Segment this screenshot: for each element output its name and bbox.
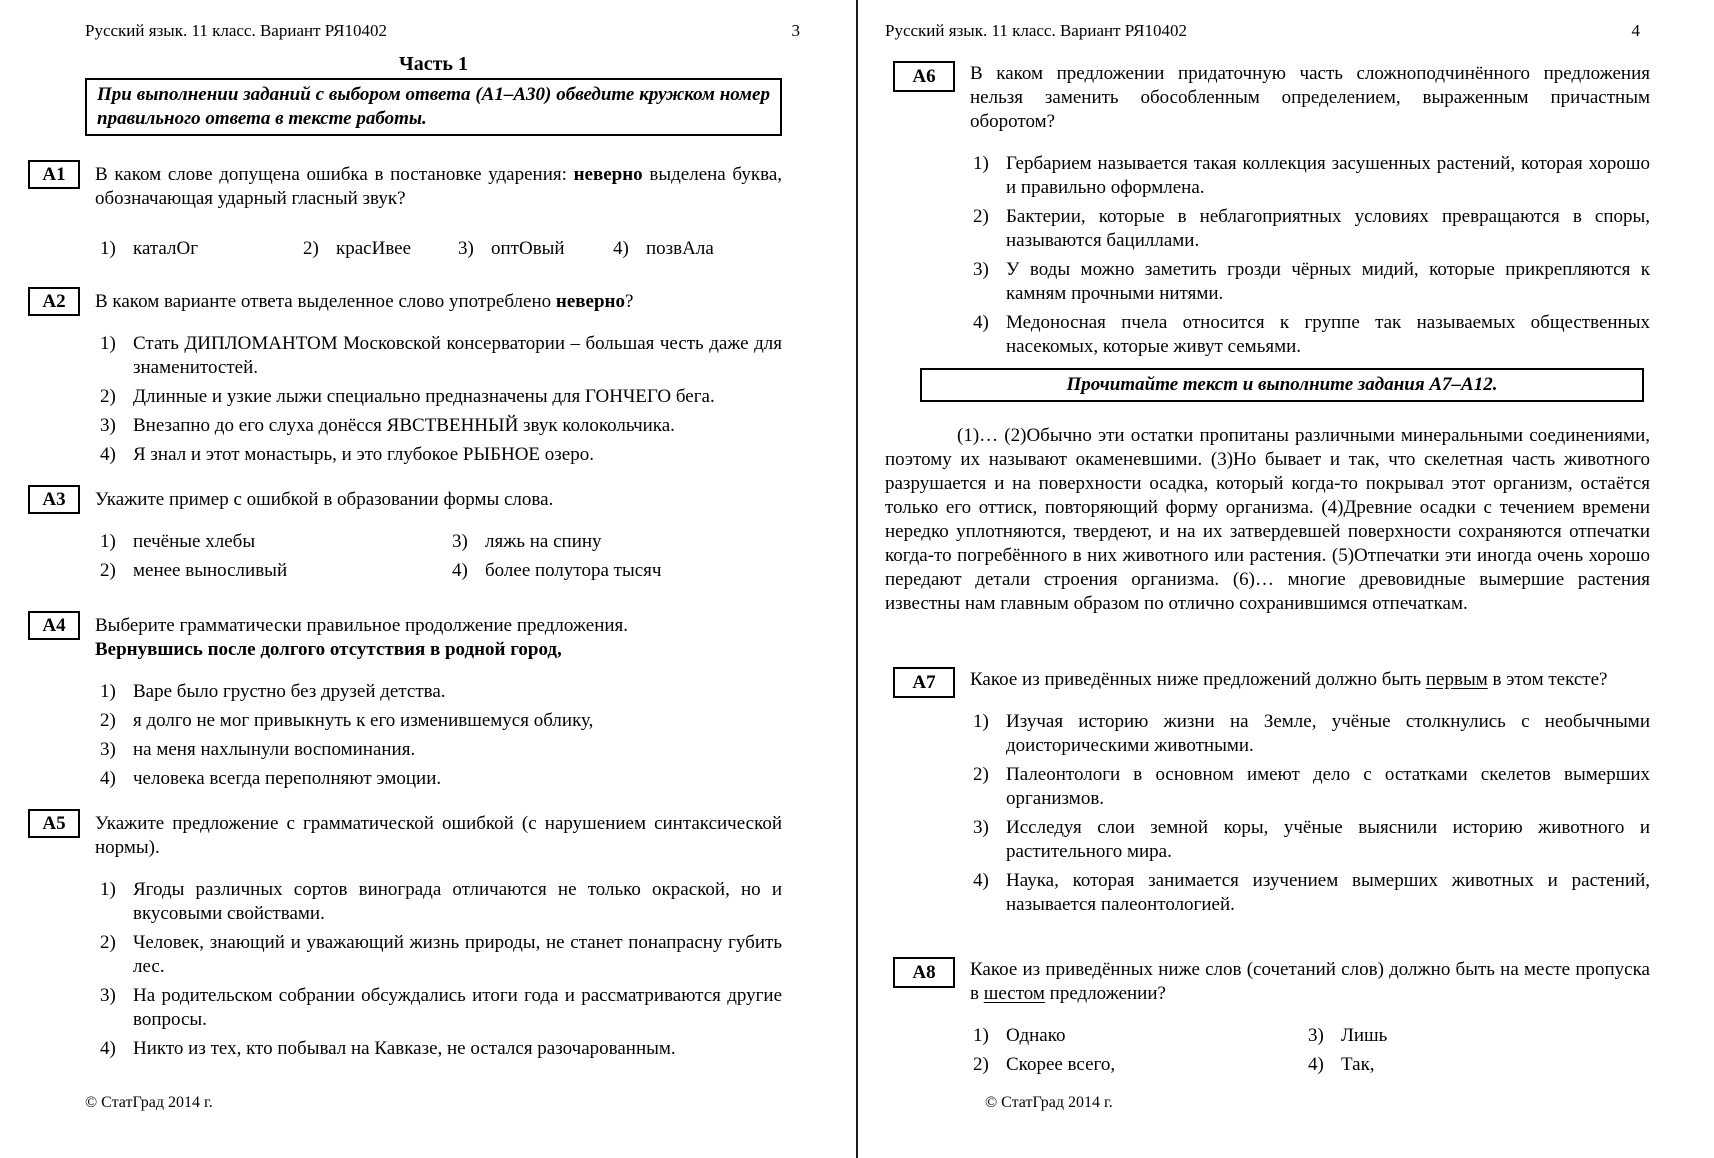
option-number: 1) [973,1025,989,1046]
option-number: 3) [458,238,474,259]
option-text: Стать ДИПЛОМАНТОМ Московской консерватории – большая честь даже для знаменитостей. [133,333,782,378]
option-number: 1) [973,711,989,732]
copyright-text: © СтатГрад 2014 г. [985,1094,1113,1111]
option-text: Никто из тех, кто побывал на Кавказе, не остался разочарованным. [133,1038,676,1059]
option-text: Медоносная пчела относится к группе так называемых общественных насекомых, которые живут семьями. [1006,312,1650,357]
option-number: 2) [973,206,989,227]
option-text: Варе было грустно без друзей детства. [133,681,446,702]
option-item [973,869,1650,917]
instruction-box: При выполнении заданий с выбором ответа (А1–А30) обведите кружком номер правильного ответа в тексте работы. [85,78,782,136]
question-a7-options [970,710,1650,917]
option-item [973,710,1650,758]
option-number: 4) [100,1038,116,1059]
option-number: 1) [100,879,116,900]
option-text: Скорее всего, [1006,1054,1116,1075]
question-a8 [912,958,1650,1077]
option-item [973,1053,1308,1077]
option-item [973,152,1650,200]
bold-word: неверно [573,164,643,185]
option-number: 1) [100,333,116,354]
option-text: Однако [1006,1025,1066,1046]
question-a6 [912,62,1650,364]
question-text-segment: В каком слове допущена ошибка в постановке ударения: [95,164,574,185]
option-item [1308,1024,1650,1048]
underlined-word: первым [1425,669,1488,690]
option-number: 4) [100,444,116,465]
option-text: оптОвый [491,238,565,259]
option-number: 3) [100,415,116,436]
option-item [973,258,1650,306]
copyright-text: © СтатГрад 2014 г. [85,1094,213,1111]
option-number: 1) [973,153,989,174]
underlined-word: шестом [983,983,1045,1004]
question-a4-stem: Вернувшись после долгого отсутствия в родной город, [95,639,562,660]
option-number: 1) [100,531,116,552]
bold-word: неверно [555,291,625,312]
option-number: 3) [1308,1025,1324,1046]
option-number: 1) [100,238,116,259]
question-a6-label: А6 [893,61,955,92]
option-text: печёные хлебы [133,531,256,552]
question-text-segment: ? [624,291,634,312]
document-title: Русский язык. 11 класс. Вариант РЯ10402 [885,21,1187,40]
option-text: на меня нахлынули воспоминания. [133,739,416,760]
option-text: На родительском собрании обсуждались итоги года и рассматриваются другие вопросы. [133,985,782,1030]
part-title: Часть 1 [399,53,468,75]
question-a6-options [970,152,1650,359]
option-number: 4) [613,238,629,259]
question-text-segment: предложении? [1044,983,1166,1004]
question-a7 [912,668,1650,922]
option-text: У воды можно заметить грозди чёрных мидий, которые прикрепляются к камням прочными нитями. [1006,259,1650,304]
option-number: 4) [973,312,989,333]
option-text: Изучая историю жизни на Земле, учёные столкнулись с необычными доисторическими животными. [1006,711,1650,756]
question-a1-label: А1 [28,160,80,189]
question-text-segment: в этом тексте? [1487,669,1608,690]
option-number: 2) [100,386,116,407]
option-number: 4) [1308,1054,1324,1075]
option-text: Человек, знающий и уважающий жизнь природы, не станет понапрасну губить лес. [133,932,782,977]
option-number: 4) [100,768,116,789]
option-number: 1) [100,681,116,702]
option-number: 4) [973,870,989,891]
option-item [973,763,1650,811]
page-number: 3 [791,21,800,40]
question-a8-label: А8 [893,957,955,988]
option-item [1308,1053,1650,1077]
option-number: 3) [452,531,468,552]
option-text: Исследуя слои земной коры, учёные выяснили историю животного и растительного мира. [1006,817,1650,862]
option-number: 2) [973,1054,989,1075]
option-text: Палеонтологи в основном имеют дело с остатками скелетов вымерших организмов. [1006,764,1650,809]
question-a6-text: В каком предложении придаточную часть сложноподчинённого предложения нельзя заменить обособленным определением, выраженным причастным оборотом? [970,63,1650,132]
option-text: Лишь [1341,1025,1388,1046]
option-text: человека всегда переполняют эмоции. [133,768,442,789]
question-text-segment: В каком варианте ответа выделенное слово употреблено [95,291,556,312]
option-number: 2) [973,764,989,785]
page-header [885,20,1640,42]
question-a3-label: А3 [28,485,80,514]
option-text: Длинные и узкие лыжи специально предназначены для ГОНЧЕГО бега. [133,386,715,407]
option-number: 3) [100,739,116,760]
question-a5-text: Укажите предложение с грамматической ошибкой (с нарушением синтаксической нормы). [95,813,782,858]
question-a3-text: Укажите пример с ошибкой в образовании формы слова. [95,489,554,510]
question-text-segment: выделена буква, обозначающая ударный гласный звук? [95,164,782,209]
option-item [973,311,1650,359]
option-text: Так, [1341,1054,1375,1075]
option-text: Я знал и этот монастырь, и это глубокое РЫБНОЕ озеро. [133,444,594,465]
option-text: Внезапно до его слуха донёсся ЯВСТВЕННЫЙ звук колокольчика. [133,415,675,436]
option-number: 2) [100,560,116,581]
option-text: красИвее [336,238,412,259]
option-text: ляжь на спину [485,531,602,552]
question-a7-label: А7 [893,667,955,698]
reading-instruction-box: Прочитайте текст и выполните задания А7–А12. [920,368,1644,402]
question-a5-label: А5 [28,809,80,838]
question-a8-options [970,1024,1650,1077]
option-number: 3) [973,817,989,838]
page-number: 4 [1631,21,1640,40]
option-text: Бактерии, которые в неблагоприятных условиях превращаются в споры, называются бациллами. [1006,206,1650,251]
question-a4-text: Выберите грамматически правильное продолжение предложения. [95,615,629,636]
question-a2-label: А2 [28,287,80,316]
text-passage: (1)… (2)Обычно эти остатки пропитаны различными минеральными соединениями, поэтому их называют окаменевшими. (3)Но бывает и так, что скелетная часть животного разрушается и на поверхности осадка, который когда-то покрывал этот организм, остаётся только его оттиск, повторяющий форму организма. (4)Древние осадки с течением времени нередко уплотняются, твердеют, и на их затвердевшей поверхности сохраняются отпечатки когда-то погребённого в них животного или растения. (5)Отпечатки эти иногда очень хорошо передают детали строения организма. (6)… многие древовидные вымершие растения известны нам главным образом по отлично сохранившимся отпечаткам. [885,425,1650,614]
question-text-segment: Какое из приведённых ниже слов (сочетаний слов) должно быть на месте пропуска в [970,959,1650,1004]
option-item [973,816,1650,864]
document-title: Русский язык. 11 класс. Вариант РЯ10402 [85,21,387,40]
question-a8-text [970,958,1650,1006]
option-text: Наука, которая занимается изучением вымерших животных и растений, называется палеонтологией. [1006,870,1650,915]
question-a4-label: А4 [28,611,80,640]
question-text-segment: Какое из приведённых ниже предложений должно быть [970,669,1426,690]
option-item [973,205,1650,253]
option-item [973,1024,1308,1048]
option-number: 3) [973,259,989,280]
option-text: я долго не мог привыкнуть к его изменившемуся облику, [133,710,594,731]
question-a7-text [970,668,1650,692]
option-number: 4) [452,560,468,581]
option-number: 2) [100,710,116,731]
option-text: менее выносливый [133,560,288,581]
option-number: 2) [303,238,319,259]
option-text: позвАла [646,238,714,259]
option-number: 3) [100,985,116,1006]
option-text: более полутора тысяч [485,560,662,581]
option-text: Ягоды различных сортов винограда отличаются не только окраской, но и вкусовыми свойствами. [133,879,782,924]
page-footer [985,1093,1113,1113]
option-text: Гербарием называется такая коллекция засушенных растений, которая хорошо и правильно оформлена. [1006,153,1650,198]
option-number: 2) [100,932,116,953]
option-text: каталОг [133,238,199,259]
